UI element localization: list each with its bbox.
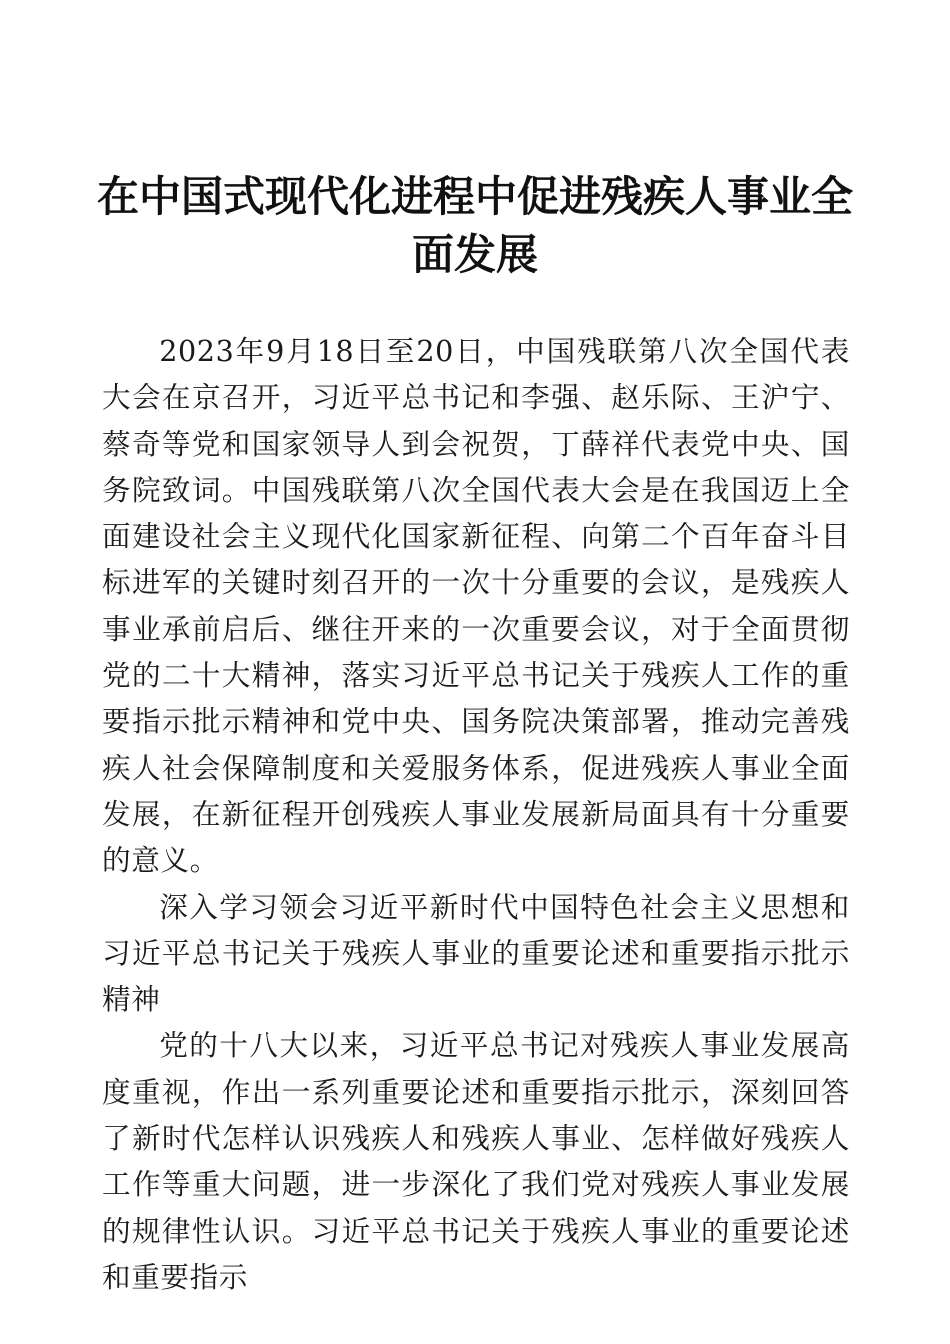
paragraph-intro: 2023年9月18日至20日，中国残联第八次全国代表大会在京召开，习近平总书记和李强、赵乐际、王沪宁、蔡奇等党和国家领导人到会祝贺，丁薛祥代表党中央、国务院致词。中国残联第八次全国代表大会是在我国迈上全面建设社会主义现代化国家新征程、向第二个百年奋斗目标进军的关键时刻召开的一次十分重要的会议，是残疾人事业承前启后、继往开来的一次重要会议，对于全面贯彻党的二十大精神，落实习近平总书记关于残疾人工作的重要指示批示精神和党中央、国务院决策部署，推动完善残疾人社会保障制度和关爱服务体系，促进残疾人事业全面发展，在新征程开创残疾人事业发展新局面具有十分重要的意义。 <box>102 334 850 878</box>
paragraph-since-18th-congress: 党的十八大以来，习近平总书记对残疾人事业发展高度重视，作出一系列重要论述和重要指示批示，深刻回答了新时代怎样认识残疾人和残疾人事业、怎样做好残疾人工作等重大问题，进一步深化了我们党对残疾人事业发展的规律性认识。习近平总书记关于残疾人事业的重要论述和重要指示 <box>102 1028 850 1294</box>
document-title: 在中国式现代化进程中促进残疾人事业全面发展 <box>96 172 853 279</box>
paragraph-section-heading: 深入学习领会习近平新时代中国特色社会主义思想和习近平总书记关于残疾人事业的重要论述和重要指示批示精神 <box>102 889 850 1017</box>
document-body <box>102 328 850 1300</box>
